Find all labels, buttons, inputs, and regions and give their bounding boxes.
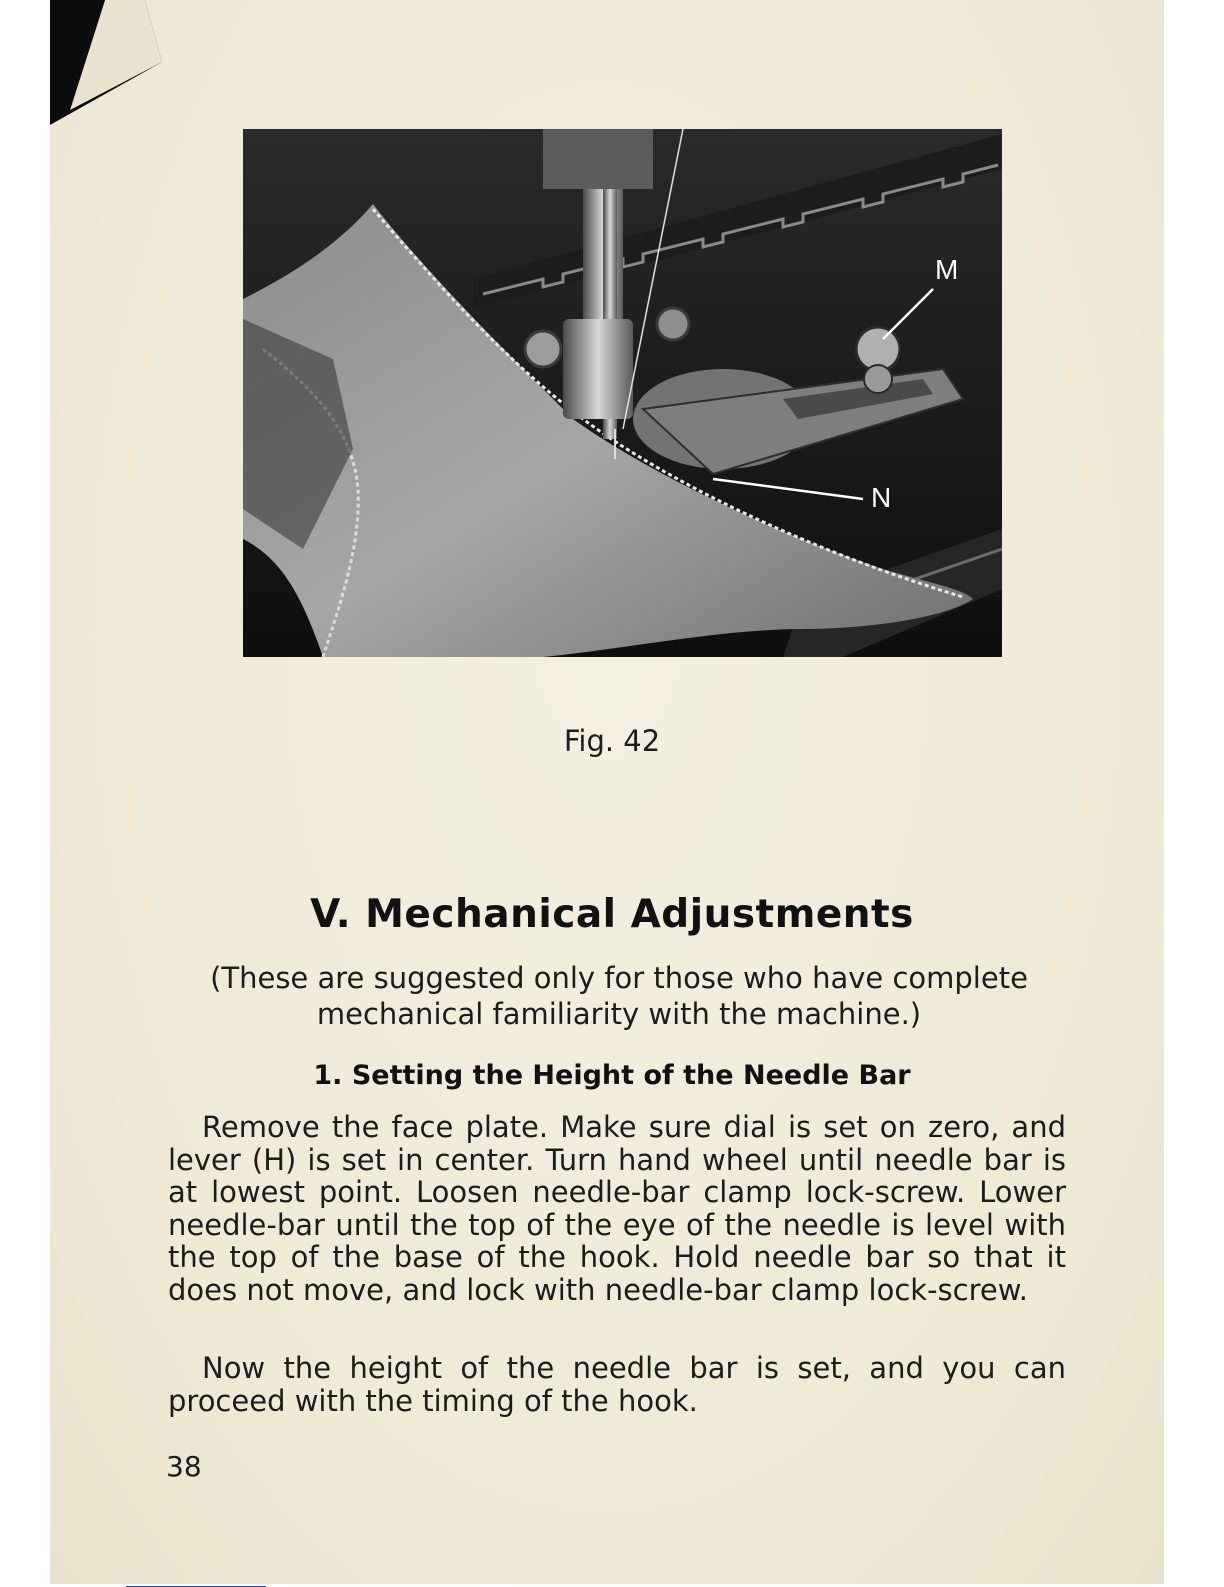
section-intro: (These are suggested only for those who have complete mechanical familiarity with the machine.) — [210, 961, 1028, 1031]
callout-n-label: N — [871, 482, 892, 513]
figure-caption: Fig. 42 — [563, 724, 661, 758]
section-heading: V. Mechanical Adjustments — [310, 892, 914, 937]
figure-photo — [243, 129, 1002, 657]
callout-m-label: M — [935, 254, 959, 285]
folded-corner — [50, 0, 165, 125]
page-number: 38 — [166, 1450, 202, 1483]
subsection-heading: 1. Setting the Height of the Needle Bar — [313, 1060, 911, 1091]
body-paragraph: Remove the face plate. Make sure dial is set on zero, and lever (H) is set in center. Turn hand wheel until needle bar is at lowest point. Loosen needle-bar clamp lock-screw. Lower needle-bar until the top of the eye of the needle is level with the top of the base of the hook. Hold needle bar so that it does not move, and lock with needle-bar clamp lock-screw. — [168, 1110, 1066, 1307]
body-paragraph: Now the height of the needle bar is set, and you can proceed with the timing of the hook. — [168, 1351, 1066, 1418]
scan-margin — [0, 0, 50, 1584]
